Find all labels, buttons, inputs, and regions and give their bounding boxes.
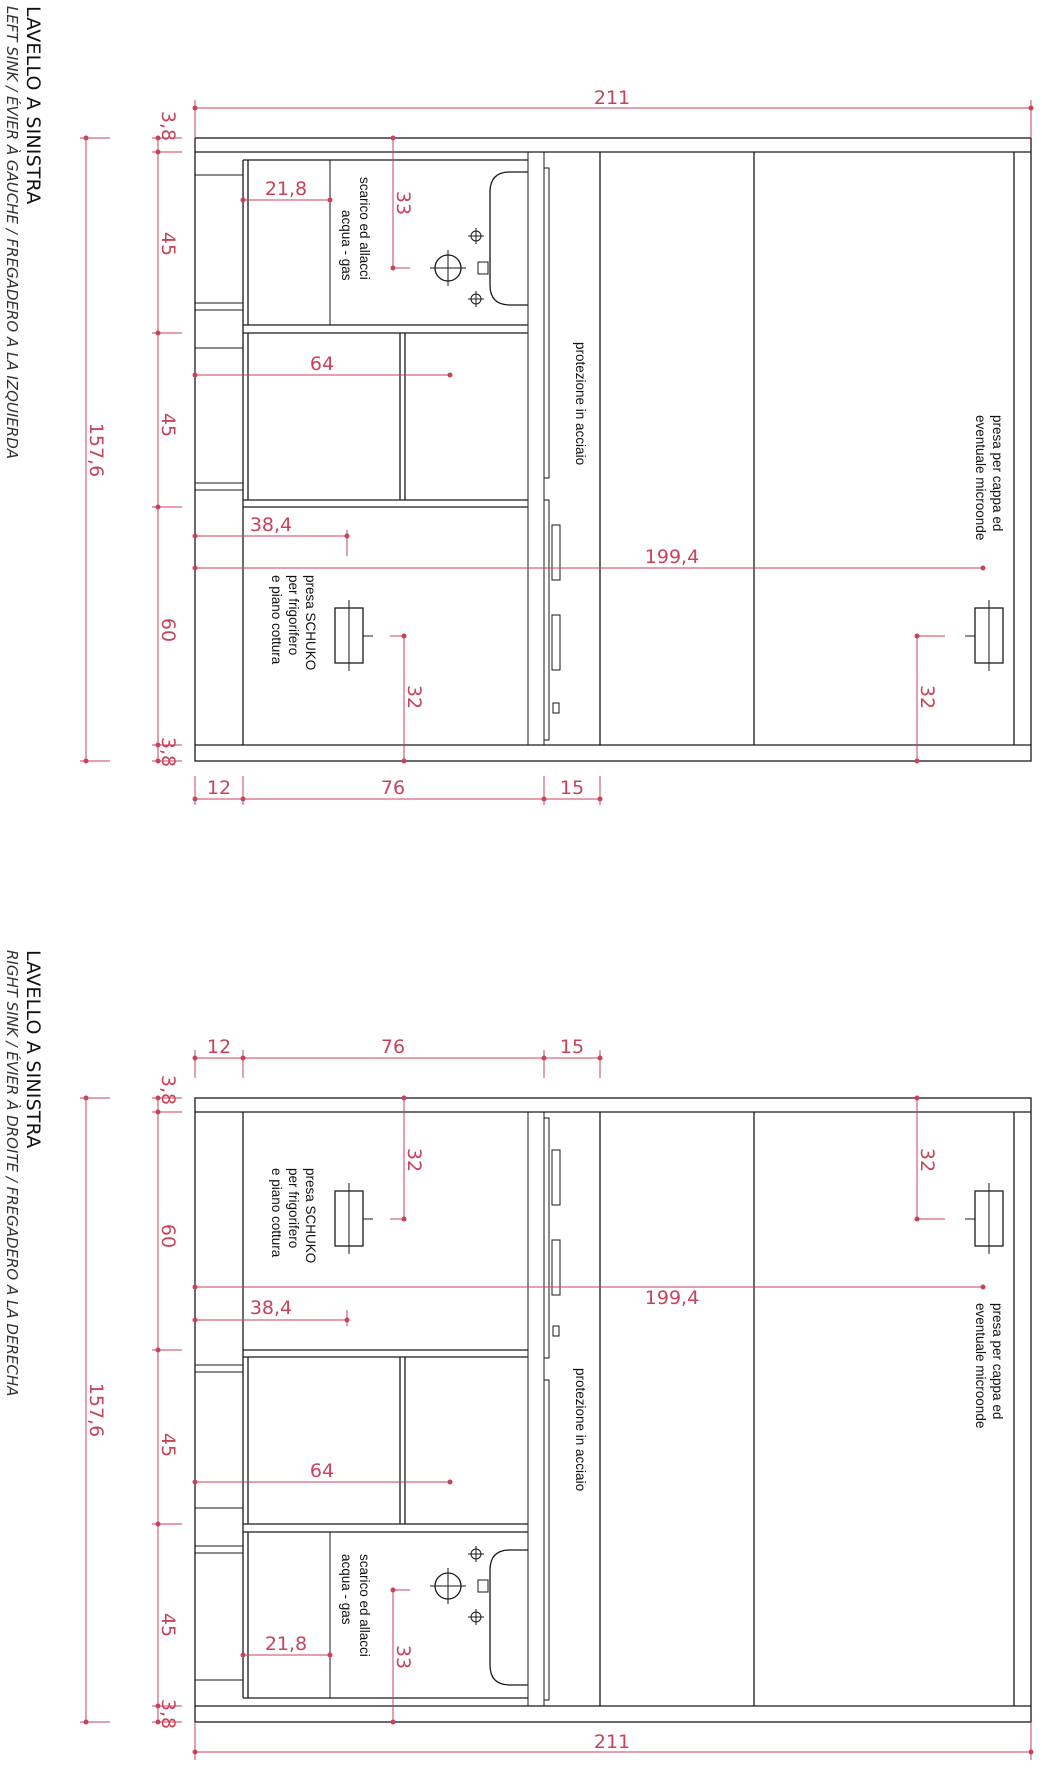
dim-bottom-c: 15 [559, 777, 585, 799]
dim-total-width: 211 [593, 1731, 631, 1753]
note-drain-line2: acqua - gas [339, 1554, 354, 1625]
steel-protection [528, 152, 560, 745]
dim-bottom-b: 76 [380, 777, 406, 799]
title-block-bottom [4, 950, 42, 1396]
dim-mid-dist: 64 [309, 353, 335, 375]
note-socket-line2: per frigorifero [286, 1168, 301, 1249]
dim-seg-b: 45 [157, 1432, 179, 1458]
socket-left [335, 1183, 373, 1254]
note-steel: protezione in acciaio [573, 1368, 588, 1492]
dim-top-margin: 3,8 [157, 1074, 179, 1106]
dim-top-b: 76 [380, 1036, 406, 1058]
dim-seg-b: 45 [157, 412, 179, 438]
sink-basin [430, 1546, 528, 1685]
dim-drain-dist: 21,8 [264, 1633, 308, 1655]
dim-drain-offset: 33 [392, 1644, 414, 1670]
dimensions [80, 87, 1034, 805]
dim-bottom-margin: 3,8 [157, 736, 179, 768]
drawing-title: LAVELLO A SINISTRA [22, 950, 44, 1149]
dim-seg-a: 45 [157, 1612, 179, 1638]
dim-top-margin: 3,8 [157, 110, 179, 142]
dim-hood-dist: 199,4 [644, 1287, 700, 1309]
notes [269, 177, 1005, 670]
dim-socket-dist: 38,4 [249, 514, 293, 536]
dim-drain-offset: 33 [392, 190, 414, 216]
socket-right [965, 600, 1003, 671]
walls [195, 138, 1031, 761]
dim-top-a: 12 [206, 1036, 232, 1058]
drawing-subtitle: LEFT SINK / ÉVIER À GAUCHE / FREGADERO A LA IZQUIERDA [3, 6, 21, 460]
drawing-title: LAVELLO A SINISTRA [22, 6, 44, 205]
dim-total-height: 157,6 [85, 422, 107, 478]
note-socket-line3: e piano cottura [269, 575, 284, 665]
dim-socket-height-right: 32 [916, 1147, 938, 1173]
dimensions [80, 1036, 1034, 1760]
note-socket-line2: per frigorifero [286, 575, 301, 656]
dim-seg-c: 60 [157, 1223, 179, 1249]
notes [269, 1168, 1005, 1657]
note-drain-line2: acqua - gas [339, 210, 354, 281]
note-socket-line3: e piano cottura [269, 1168, 284, 1258]
note-hood-line2: eventuale microonde [973, 1303, 988, 1429]
note-steel: protezione in acciaio [573, 342, 588, 466]
sink-basin [430, 172, 528, 307]
dim-seg-a: 45 [157, 231, 179, 257]
socket-right [965, 1183, 1003, 1254]
dim-seg-c: 60 [157, 617, 179, 643]
note-socket-line1: presa SCHUKO [303, 1168, 318, 1264]
dim-bottom-a: 12 [206, 777, 232, 799]
note-drain-line1: scarico ed allacci [357, 177, 372, 280]
note-socket-line1: presa SCHUKO [303, 575, 318, 671]
dim-mid-dist: 64 [309, 1460, 335, 1482]
dim-socket-height-right: 32 [916, 684, 938, 710]
dim-top-c: 15 [559, 1036, 585, 1058]
note-hood-line2: eventuale microonde [973, 415, 988, 541]
note-drain-line1: scarico ed allacci [357, 1554, 372, 1657]
plan-left-sink [80, 87, 1034, 805]
dim-total-height: 157,6 [85, 1382, 107, 1438]
drawing-subtitle: RIGHT SINK / ÉVIER À DROITE / FREGADERO A LA DERECHA [3, 950, 21, 1397]
steel-protection [528, 1112, 560, 1706]
dim-socket-dist: 38,4 [249, 1297, 293, 1319]
dim-drain-dist: 21,8 [264, 178, 308, 200]
walls [195, 1098, 1031, 1722]
title-block-top [4, 6, 42, 459]
plan-right-sink [80, 1036, 1034, 1760]
socket-left [335, 600, 373, 671]
dim-bottom-margin: 3,8 [157, 1698, 179, 1730]
note-hood-line1: presa per cappa ed [990, 415, 1005, 532]
dim-hood-dist: 199,4 [644, 546, 700, 568]
note-hood-line1: presa per cappa ed [990, 1303, 1005, 1420]
dim-socket-height-left: 32 [403, 1147, 425, 1173]
dim-total-width: 211 [593, 87, 631, 109]
dim-socket-height-left: 32 [403, 684, 425, 710]
